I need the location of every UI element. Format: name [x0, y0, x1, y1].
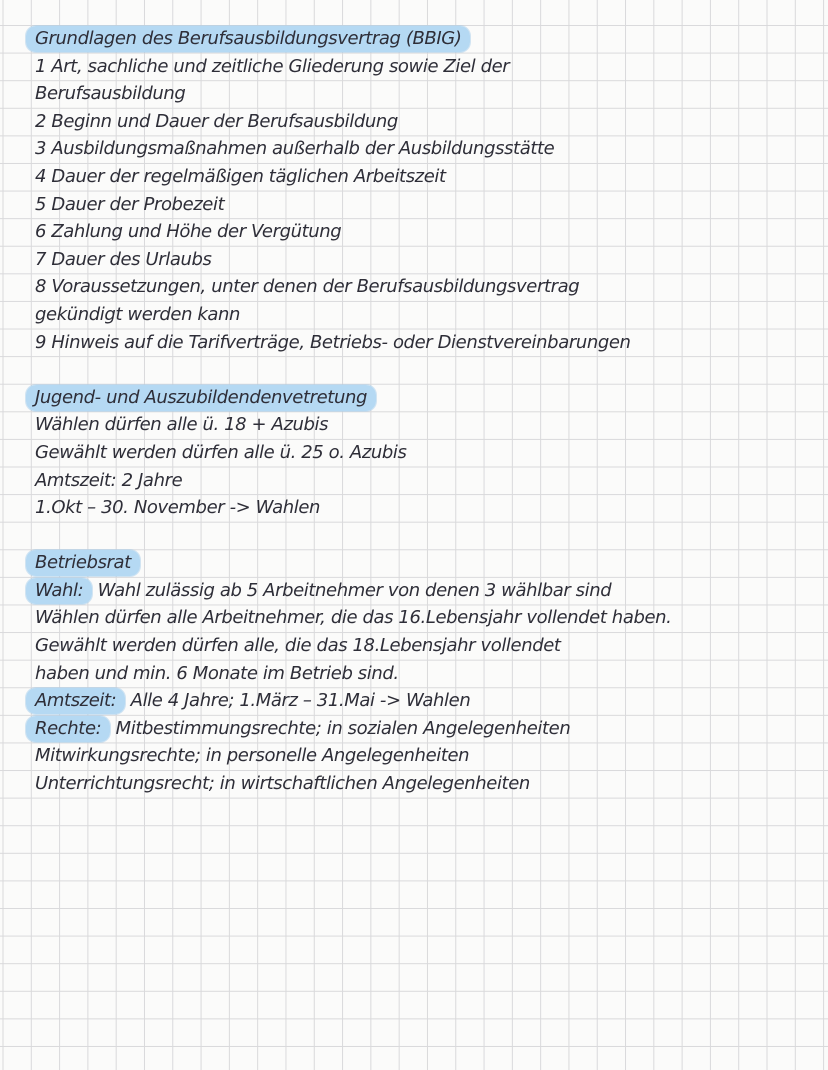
- note-line: [35, 577, 815, 605]
- highlighted-text: Rechte:: [26, 716, 110, 742]
- note-text: Gewählt werden dürfen alle, die das 18.Lebensjahr vollendet: [35, 635, 561, 657]
- note-text: 2 Beginn und Dauer der Berufsausbildung: [35, 110, 398, 132]
- highlighted-text: Jugend- und Auszubildendenvetretung: [26, 385, 376, 411]
- highlighted-text: Grundlagen des Berufsausbildungsvertrag (BBIG): [26, 26, 470, 52]
- highlighted-text: Amtszeit:: [26, 688, 125, 714]
- note-line: [35, 467, 815, 495]
- notes-content: [35, 25, 815, 798]
- note-line: [35, 329, 815, 357]
- note-line: [35, 53, 815, 81]
- note-line: [35, 246, 815, 274]
- note-line: [35, 356, 815, 384]
- note-line: [35, 135, 815, 163]
- note-line: [35, 439, 815, 467]
- highlighted-text: Wahl:: [26, 578, 92, 604]
- note-text: haben und min. 6 Monate im Betrieb sind.: [35, 662, 399, 684]
- note-line: [35, 770, 815, 798]
- note-text: Mitwirkungsrechte; in personelle Angelegenheiten: [35, 745, 470, 767]
- note-line: [35, 273, 815, 301]
- note-line: [35, 191, 815, 219]
- note-line: [35, 218, 815, 246]
- note-line: [35, 522, 815, 550]
- note-line: [35, 742, 815, 770]
- note-line: [35, 301, 815, 329]
- note-text: 3 Ausbildungsmaßnahmen außerhalb der Ausbildungsstätte: [35, 138, 555, 160]
- note-text: 7 Dauer des Urlaubs: [35, 248, 212, 270]
- note-text: Wahl zulässig ab 5 Arbeitnehmer von denen 3 wählbar sind: [92, 579, 612, 601]
- note-line: [35, 80, 815, 108]
- note-text: 9 Hinweis auf die Tarifverträge, Betriebs- oder Dienstvereinbarungen: [35, 331, 631, 353]
- note-text: Gewählt werden dürfen alle ü. 25 o. Azubis: [35, 441, 407, 463]
- note-text: 6 Zahlung und Höhe der Vergütung: [35, 221, 342, 243]
- note-text: Amtszeit: 2 Jahre: [35, 469, 183, 491]
- note-text: Alle 4 Jahre; 1.März – 31.Mai -> Wahlen: [125, 690, 471, 712]
- note-line: [35, 660, 815, 688]
- note-heading-line: [35, 549, 815, 577]
- note-line: [35, 632, 815, 660]
- note-heading-line: [35, 384, 815, 412]
- note-text: Wählen dürfen alle Arbeitnehmer, die das 16.Lebensjahr vollendet haben.: [35, 607, 672, 629]
- note-text: Unterrichtungsrecht; in wirtschaftlichen Angelegenheiten: [35, 773, 530, 795]
- note-line: [35, 494, 815, 522]
- note-line: [35, 163, 815, 191]
- note-text: Wählen dürfen alle ü. 18 + Azubis: [35, 414, 329, 436]
- note-line: [35, 108, 815, 136]
- note-text: Mitbestimmungsrechte; in sozialen Angelegenheiten: [110, 717, 571, 739]
- note-text: gekündigt werden kann: [35, 303, 241, 325]
- note-line: [35, 604, 815, 632]
- note-heading-line: [35, 25, 815, 53]
- note-text: 5 Dauer der Probezeit: [35, 193, 225, 215]
- note-text: 8 Voraussetzungen, unter denen der Berufsausbildungsvertrag: [35, 276, 580, 298]
- note-line: [35, 411, 815, 439]
- note-line: [35, 715, 815, 743]
- note-text: 1.Okt – 30. November -> Wahlen: [35, 497, 321, 519]
- note-text: Berufsausbildung: [35, 83, 186, 105]
- note-text: 1 Art, sachliche und zeitliche Gliederung sowie Ziel der: [35, 55, 510, 77]
- note-text: 4 Dauer der regelmäßigen täglichen Arbeitszeit: [35, 165, 446, 187]
- note-line: [35, 687, 815, 715]
- highlighted-text: Betriebsrat: [26, 550, 140, 576]
